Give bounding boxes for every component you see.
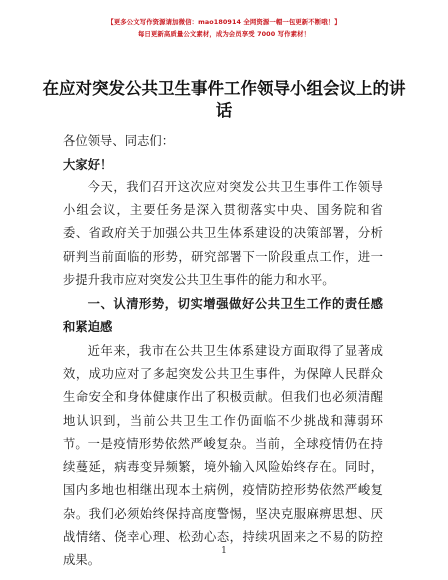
document-title: 在应对突发公共卫生事件工作领导小组会议上的讲话	[42, 79, 406, 120]
body-paragraph: 近年来，我市在公共卫生体系建设方面取得了显著成效，成功应对了多起突发公共卫生事件，为保障人民群众生命安全和身体健康作出了积极贡献。但我们也必须清醒地认识到，当前公共卫生工作仍面临不少挑战和薄弱环节。	[63, 344, 383, 451]
intro-paragraph: 今天，我们召开这次应对突发公共卫生事件工作领导小组会议，主要任务是深入贯彻落实中央、国务院和省委、省政府关于加强公共卫生体系建设的决策部署，分析研判当前面临的形势，研究部署下一阶段重点工作，进一步提升我市应对突发公共卫生事件的能力和水平。	[63, 180, 383, 287]
banner-line-promo: 【更多公文写作资源请加微信：mao180914 全网资源一帽一包更新不断哦！】	[107, 18, 341, 26]
body-paragraph: 一是疫情形势依然严峻复杂。当前，全球疫情仍在持续蔓延，病毒变异频繁，境外输入风险始终存在。同时，国内多地也相继出现本土病例，疫情防控形势依然严峻复杂。我们必须始终保持高度警惕，坚决克服麻痹思想、厌战情绪、侥幸心理、松劲心态，持续巩固来之不易的防控成果。	[63, 437, 383, 568]
section-heading: 一、认清形势，切实增强做好公共卫生工作的责任感和紧迫感	[63, 296, 383, 335]
salutation: 各位领导、同志们：	[63, 134, 175, 148]
page-number: 1	[221, 546, 227, 556]
banner-line-membership: 每日更新高质量公文素材，成为会员享受 7000 写作素材！	[137, 30, 311, 38]
greeting: 大家好！	[63, 157, 113, 172]
